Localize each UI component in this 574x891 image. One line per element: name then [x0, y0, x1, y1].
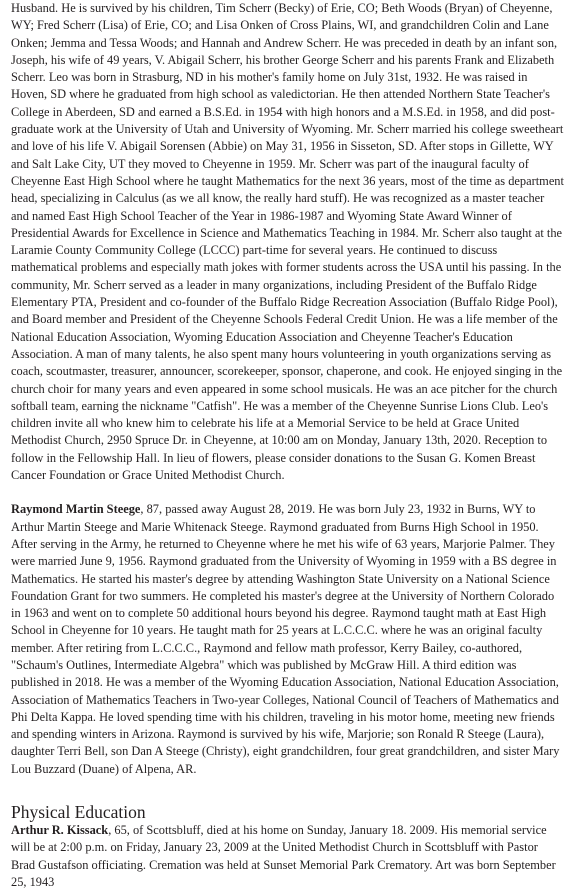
obituary-steege-text: , 87, passed away August 28, 2019. He was born July 23, 1932 in Burns, WY to Arthur Martin Steege and Marie Whitenack Steege. Raymond graduated from Burns High School in 1950. After serving in the Army, he returned to Cheyenne where he met his wife of 63 years, Marjorie Palmer. They were married June 9, 1956. Raymond graduated from the University of Wyoming in 1959 with a BS degree in Mathematics. He started his master's degree by attending Washington State University on a National Science Foundation Grant for two summers. He completed his master's degree at the University of Northern Colorado in 1963 and went on to complete 50 additional hours beyond his degree. Raymond taught math at East High School in Cheyenne for 10 years. He taught math for 25 years at L.C.C.C. where he was an original faculty member. After retiring from L.C.C.C., Raymond and fellow math professor, Kerry Bailey, co-authored, "Schaum's Outlines, Intermediate Algebra" which was published by McGraw Hill. A third edition was published in 2018. He was a member of the Wyoming Education Association, National Education Association, Association of Mathematics Teachers in Two-year Colleges, National Council of Teachers of Mathematics and Phi Delta Kappa. He loved spending time with his children, traveling in his motor home, meeting new friends and spending winters in Arizona. Raymond is survived by his wife, Marjorie; son Ronald R Steege (Laura), daughter Terri Bell, son Dan A Steege (Christy), eight grandchildren, four great grandchildren, and sister Mary Lou Buzzard (Duane) of Alpena, AR.: [11, 502, 560, 776]
obituary-kissack-name: Arthur R. Kissack: [11, 823, 109, 838]
obituary-steege: [11, 501, 565, 778]
document-page: [11, 0, 565, 891]
obituary-scherr-text: Husband. He is survived by his children, Tim Scherr (Becky) of Erie, CO; Beth Woods (Bryan) of Cheyenne, WY; Fred Scherr (Lisa) of Erie, CO; and Lisa Onken of Cross Plains, WI, and grandchildren Colin and Lane Onken; Jemma and Tessa Woods; and Hannah and Andrew Scherr. He was preceded in death by an infant son, Joseph, his wife of 49 years, V. Abigail Scherr, his brother George Scherr and his parents Frank and Elizabeth Scherr. Leo was born in Strasburg, ND in his mother's family home on July 31st, 1932. He was raised in Hoven, SD where he graduated from high school as valedictorian. He then attended Northern State Teacher's College in Aberdeen, SD and earned a B.S.Ed. in 1954 with high honors and a M.S.Ed. in 1958, and did post-graduate work at the University of Utah and University of Wyoming. Mr. Scherr married his college sweetheart and love of his life V. Abigail Sorensen (Abbie) on May 31, 1956 in Sisseton, SD. After stops in Gillette, WY and Salt Lake City, UT they moved to Cheyenne in 1959. Mr. Scherr was part of the inaugural faculty of Cheyenne East High School where he taught Mathematics for the next 36 years, most of the time as department head, specializing in Calculus (as we all know, the really hard stuff). He was recognized as a master teacher and named East High School Teacher of the Year in 1986-1987 and Wyoming State Award Winner of Presidential Awards for Excellence in Science and Mathematics Teaching in 1984. Mr. Scherr also taught at the Laramie County Community College (LCCC) part-time for several years. He continued to discuss mathematical problems and especially math jokes with former students across the USA until his passing. In the community, Mr. Scherr served as a leader in many organizations, including President of the Buffalo Ridge Elementary PTA, President and co-founder of the Buffalo Ridge Recreation Association (Buffalo Ridge Pool), and Board member and President of the Cheyenne Schools Federal Credit Union. He was a life member of the National Education Association, Wyoming Education Association and Cheyenne Teacher's Education Association. A man of many talents, he also spent many hours volunteering in youth organizations serving as coach, scoutmaster, treasurer, announcer, scorekeeper, sponsor, chaperone, and cook. He enjoyed singing in the church choir for many years and even appeared in some school musicals. He was an ace pitcher for the church softball team, earning the nickname "Catfish". He was a member of the Cheyenne Sunrise Lions Club. Leo's children invite all who knew him to celebrate his life at a Memorial Service to be held at Grace United Methodist Church, 2950 Spruce Dr. in Cheyenne, at 10:00 am on Monday, January 13th, 2020. Reception to follow in the Fellowship Hall. In lieu of flowers, please consider donations to the Susan G. Komen Breast Cancer Foundation or Grace United Methodist Church.: [11, 1, 564, 483]
obituary-kissack-text: , 65, of Scottsbluff, died at his home on Sunday, January 18. 2009. His memorial service will be at 2:00 p.m. on Friday, January 23, 2009 at the United Methodist Church in Scottsbluff with Pastor Brad Gustafson officiating. Cremation was held at Sunset Memorial Park Crematory. Art was born September 25, 1943: [11, 823, 556, 889]
obituary-scherr: [11, 0, 565, 484]
section-heading: Physical Education: [11, 802, 146, 823]
obituary-kissack: [11, 822, 565, 891]
obituary-steege-name: Raymond Martin Steege: [11, 502, 141, 517]
